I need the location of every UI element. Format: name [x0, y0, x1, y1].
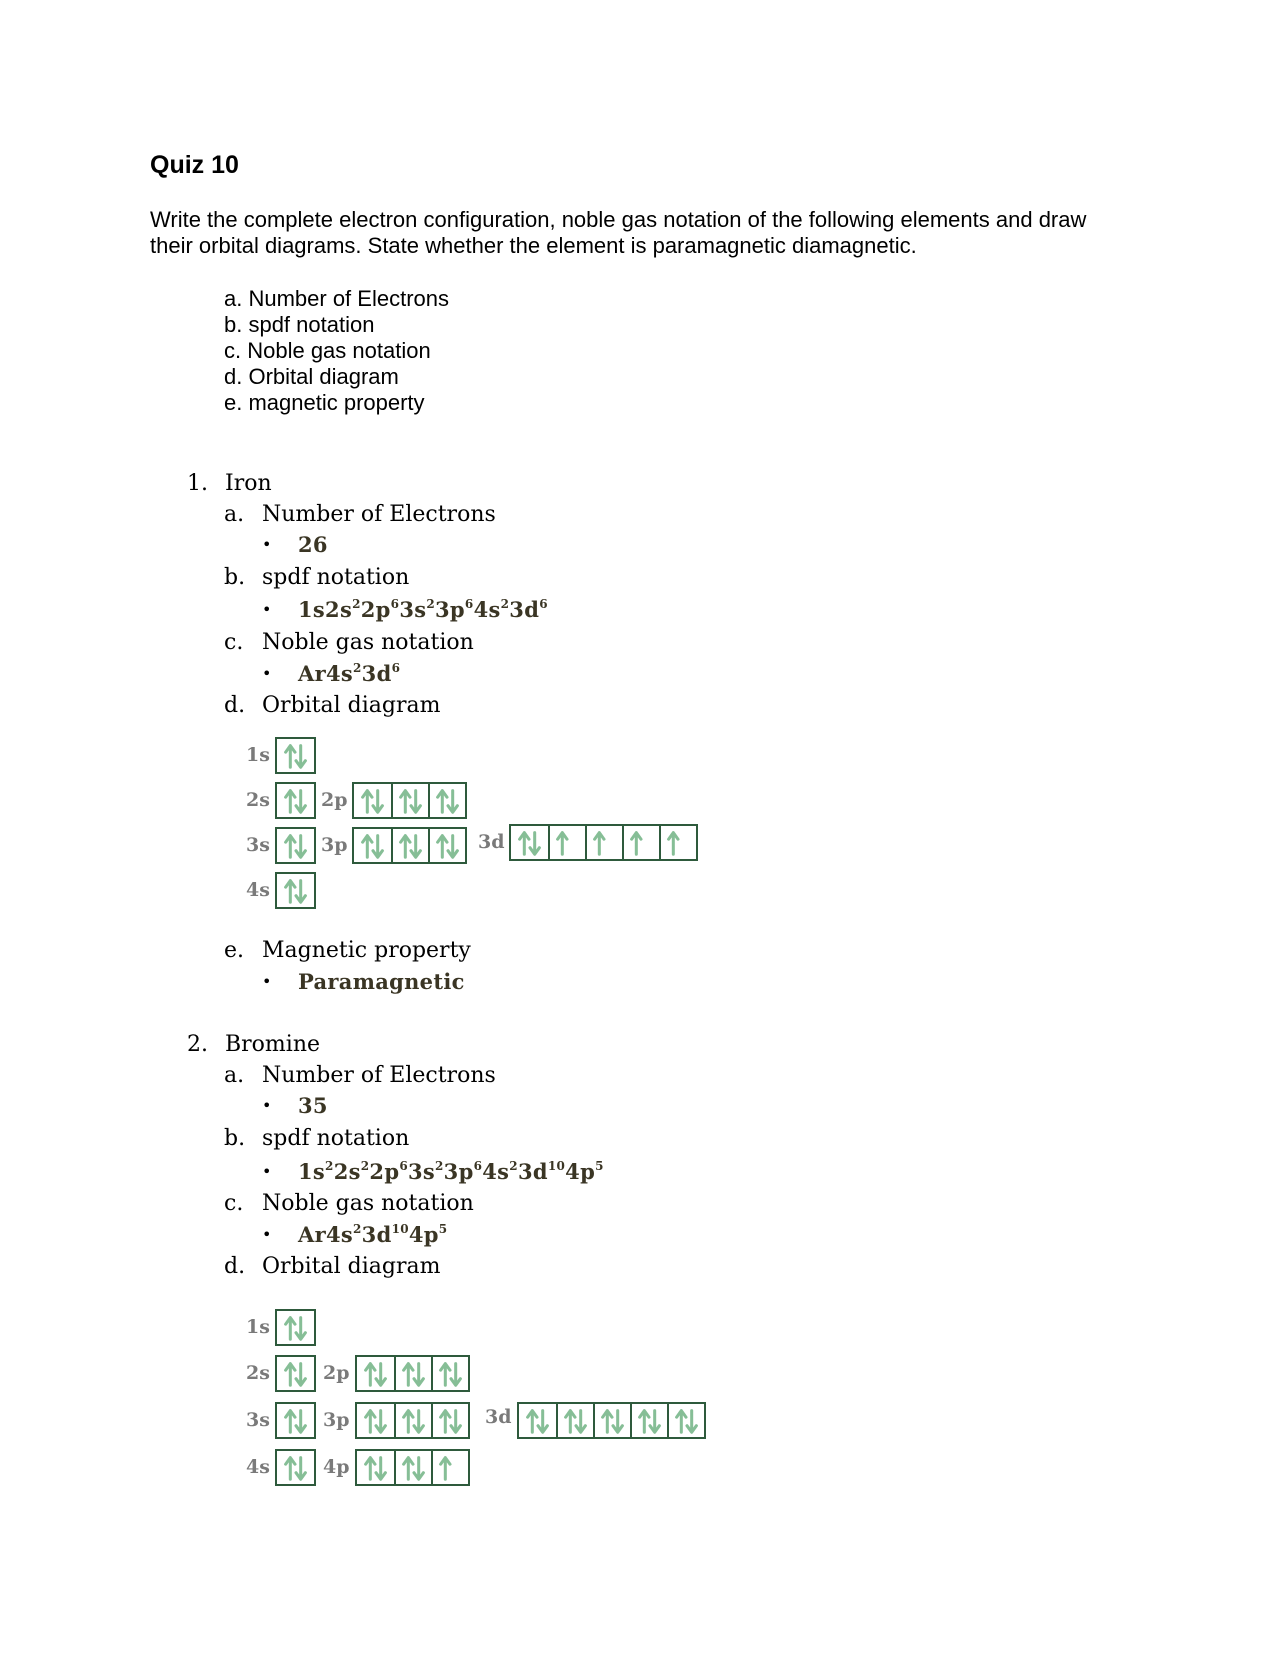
spin-up-down-arrows [528, 1411, 548, 1433]
orbital-label: 3d [485, 1406, 512, 1428]
orbital-label: 1s [246, 744, 270, 766]
sub-label: Noble gas notation [262, 1191, 474, 1216]
config-term: 4s [473, 597, 501, 622]
config-superscript: 6 [473, 1159, 483, 1173]
spin-up-down-arrows [441, 1411, 461, 1433]
config-term: Ar4s [298, 661, 353, 686]
unpaired-electron-box [585, 826, 622, 859]
spin-up-down-arrows [520, 833, 540, 855]
spin-up-down-arrows [603, 1411, 623, 1433]
spin-up-down-arrows [404, 1411, 424, 1433]
sub-letter: c. [224, 630, 244, 655]
config-superscript: 10 [547, 1159, 566, 1173]
spin-up-down-arrows [286, 1364, 306, 1386]
config-term: 3d [509, 597, 540, 622]
paired-electrons-box [357, 1451, 394, 1484]
element-name: Bromine [225, 1032, 321, 1057]
config-superscript: 2 [426, 597, 436, 611]
spin-up-down-arrows [286, 746, 306, 768]
orbital-boxes [355, 1449, 470, 1486]
sub-letter: a. [224, 1063, 245, 1088]
config-term: 1s [298, 1159, 326, 1184]
iron-e-label [224, 938, 471, 963]
paired-electrons-box [277, 1451, 314, 1484]
iron-c-label [224, 630, 474, 655]
spin-up-down-arrows [286, 881, 306, 903]
config-superscript: 6 [464, 597, 474, 611]
element-1-heading [187, 471, 272, 496]
bromine-b-label [224, 1126, 409, 1151]
config-term: 4s [482, 1159, 510, 1184]
config-term: 2p [360, 597, 391, 622]
paired-electrons-box [391, 829, 428, 862]
bullet: • [262, 664, 272, 683]
orbital-boxes [352, 782, 467, 819]
orbital-label: 2p [321, 789, 348, 811]
config-superscript: 5 [438, 1222, 448, 1236]
sub-label: Magnetic property [262, 938, 471, 963]
paired-electrons-box [519, 1404, 556, 1437]
instructions-line-1: Write the complete electron configuration, noble gas notation of the following elements and draw [150, 207, 1087, 232]
spin-up-arrow [669, 833, 678, 855]
config-term: 3s [399, 597, 427, 622]
bullet: • [262, 1096, 272, 1115]
element-name: Iron [225, 471, 272, 496]
bullet: • [262, 535, 272, 554]
orbital-label: 1s [246, 1316, 270, 1338]
bullet: • [262, 600, 272, 619]
paired-electrons-box [556, 1404, 593, 1437]
legend-item-b: b. spdf notation [224, 312, 375, 337]
config-superscript: 2 [509, 1159, 518, 1173]
sub-label: Orbital diagram [262, 693, 441, 718]
orbital-label: 3p [321, 834, 348, 856]
config-superscript: 6 [391, 661, 401, 675]
sub-label: Noble gas notation [262, 630, 474, 655]
iron-a-label [224, 502, 496, 527]
config-term: Ar4s [298, 1222, 353, 1247]
orbital-boxes [275, 1449, 316, 1486]
orbital-label: 3p [323, 1409, 350, 1431]
paired-electrons-box [511, 826, 548, 859]
orbital-label: 2s [246, 1362, 270, 1384]
sub-letter: c. [224, 1191, 244, 1216]
spin-up-down-arrows [404, 1458, 424, 1480]
sub-letter: e. [224, 938, 245, 963]
orbital-label: 4p [323, 1456, 350, 1478]
spin-up-down-arrows [286, 1411, 306, 1433]
element-2-heading [187, 1032, 320, 1057]
paired-electrons-box [354, 784, 391, 817]
config-superscript: 2 [325, 1159, 334, 1173]
config-superscript: 2 [353, 1222, 362, 1236]
spin-up-down-arrows [366, 1364, 386, 1386]
config-superscript: 6 [399, 1159, 408, 1173]
paired-electrons-box [431, 1404, 468, 1437]
paired-electrons-box [277, 874, 314, 907]
sub-label: Number of Electrons [262, 502, 496, 527]
paired-electrons-box [394, 1404, 431, 1437]
config-term: 3d [517, 1159, 548, 1184]
paired-electrons-box [277, 1357, 314, 1390]
config-term: 3p [435, 597, 465, 622]
bromine-noble-gas-notation [298, 1222, 447, 1247]
config-term: s [339, 597, 353, 622]
spin-up-down-arrows [363, 791, 383, 813]
config-term: 4p [408, 1222, 439, 1247]
bromine-d-label [224, 1254, 440, 1279]
legend-item-d: d. Orbital diagram [224, 364, 399, 389]
spin-up-down-arrows [566, 1411, 586, 1433]
bullet: • [262, 1225, 272, 1244]
paired-electrons-box [667, 1404, 704, 1437]
spin-up-down-arrows [366, 1411, 386, 1433]
spin-up-arrow [595, 833, 604, 855]
spin-up-arrow [558, 833, 567, 855]
spin-up-down-arrows [286, 791, 306, 813]
legend-item-e: e. magnetic property [224, 390, 425, 415]
sub-label: Orbital diagram [262, 1254, 441, 1279]
iron-d-label [224, 693, 440, 718]
spin-up-down-arrows [286, 1318, 306, 1340]
config-term: 3d [361, 661, 392, 686]
orbital-boxes [355, 1355, 470, 1392]
config-term: 2p [369, 1159, 400, 1184]
orbital-label: 2p [323, 1362, 350, 1384]
orbital-boxes [355, 1402, 470, 1439]
iron-magnetic-property: Paramagnetic [298, 969, 465, 994]
config-term: 4p [565, 1159, 596, 1184]
config-superscript: 5 [595, 1159, 604, 1173]
paired-electrons-box [277, 1404, 314, 1437]
page-title: Quiz 10 [150, 151, 239, 179]
sub-label: spdf notation [262, 565, 410, 590]
paired-electrons-box [354, 829, 391, 862]
orbital-label: 4s [246, 1456, 270, 1478]
spin-up-down-arrows [640, 1411, 660, 1433]
orbital-boxes [275, 1402, 316, 1439]
orbital-label: 4s [246, 879, 270, 901]
orbital-boxes [275, 782, 316, 819]
config-superscript: 10 [391, 1222, 409, 1236]
orbital-boxes [275, 1355, 316, 1392]
sub-label: Number of Electrons [262, 1063, 496, 1088]
iron-spdf-notation [298, 597, 548, 622]
paired-electrons-box [391, 784, 428, 817]
config-superscript: 6 [539, 597, 548, 611]
unpaired-electron-box [431, 1451, 468, 1484]
orbital-boxes [275, 737, 316, 774]
paired-electrons-box [593, 1404, 630, 1437]
paired-electrons-box [394, 1357, 431, 1390]
config-superscript: 2 [435, 1159, 444, 1173]
sub-letter: d. [224, 693, 246, 718]
bromine-c-label [224, 1191, 474, 1216]
config-superscript: 2 [360, 1159, 370, 1173]
legend-item-c: c. Noble gas notation [224, 338, 431, 363]
instructions-line-2: their orbital diagrams. State whether the element is paramagnetic diamagnetic. [150, 233, 917, 258]
spin-up-down-arrows [438, 836, 458, 858]
iron-electron-count: 26 [298, 532, 328, 557]
spin-up-down-arrows [363, 836, 383, 858]
bullet: • [262, 972, 272, 991]
spin-up-down-arrows [404, 1364, 424, 1386]
orbital-label: 3d [478, 831, 505, 853]
spin-up-arrow [441, 1458, 450, 1480]
spin-up-down-arrows [438, 791, 458, 813]
sub-letter: b. [224, 1126, 246, 1151]
paired-electrons-box [428, 829, 465, 862]
unpaired-electron-box [659, 826, 696, 859]
config-term: 2 [325, 597, 340, 622]
sub-label: spdf notation [262, 1126, 410, 1151]
legend-item-a: a. Number of Electrons [224, 286, 449, 311]
bromine-a-label [224, 1063, 496, 1088]
unpaired-electron-box [622, 826, 659, 859]
iron-noble-gas-notation [298, 661, 400, 686]
paired-electrons-box [630, 1404, 667, 1437]
bromine-electron-count: 35 [298, 1093, 328, 1118]
paired-electrons-box [277, 829, 314, 862]
spin-up-down-arrows [366, 1458, 386, 1480]
bullet: • [262, 1162, 272, 1181]
paired-electrons-box [357, 1404, 394, 1437]
paired-electrons-box [394, 1451, 431, 1484]
config-superscript: 2 [353, 661, 362, 675]
orbital-boxes [275, 872, 316, 909]
sub-letter: d. [224, 1254, 246, 1279]
element-number: 2. [187, 1032, 208, 1057]
element-number: 1. [187, 471, 208, 496]
sub-letter: b. [224, 565, 246, 590]
config-term: 1s [298, 597, 326, 622]
spin-up-down-arrows [401, 791, 421, 813]
paired-electrons-box [357, 1357, 394, 1390]
spin-up-down-arrows [677, 1411, 697, 1433]
paired-electrons-box [431, 1357, 468, 1390]
orbital-label: 2s [246, 789, 270, 811]
orbital-boxes [509, 824, 698, 861]
paired-electrons-box [277, 784, 314, 817]
paired-electrons-box [277, 1311, 314, 1344]
spin-up-down-arrows [286, 1458, 306, 1480]
paired-electrons-box [277, 739, 314, 772]
spin-up-arrow [632, 833, 641, 855]
spin-up-down-arrows [441, 1364, 461, 1386]
orbital-boxes [352, 827, 467, 864]
paired-electrons-box [428, 784, 465, 817]
orbital-boxes [517, 1402, 706, 1439]
bromine-spdf-notation [298, 1159, 604, 1184]
orbital-boxes [275, 827, 316, 864]
spin-up-down-arrows [286, 836, 306, 858]
orbital-label: 3s [246, 834, 270, 856]
config-term: 3s [407, 1159, 436, 1184]
config-term: 3d [361, 1222, 392, 1247]
config-term: 3p [443, 1159, 474, 1184]
config-term: 2s [333, 1159, 361, 1184]
iron-b-label [224, 565, 409, 590]
sub-letter: a. [224, 502, 245, 527]
orbital-boxes [275, 1309, 316, 1346]
config-superscript: 6 [390, 597, 400, 611]
orbital-label: 3s [246, 1409, 270, 1431]
config-superscript: 2 [352, 597, 361, 611]
spin-up-down-arrows [401, 836, 421, 858]
config-superscript: 2 [500, 597, 510, 611]
unpaired-electron-box [548, 826, 585, 859]
